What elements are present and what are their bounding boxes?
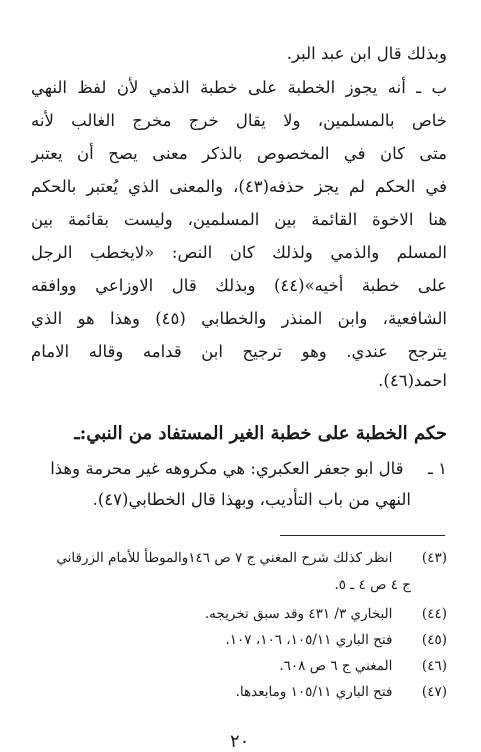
footnote	[27, 603, 447, 625]
list-item	[31, 457, 447, 481]
page-number: ٢٠	[230, 731, 250, 752]
body-line: المسلم والذمي ولذلك كان النص: «لايخطب الرجل	[31, 243, 447, 262]
body-line: ب ـ أنه يجوز الخطبة على خطبة الذمي لأن لفظ النهي	[31, 78, 447, 97]
footnote-number: (٤٤)	[421, 606, 447, 622]
list-item-marker: ١ ـ	[428, 459, 447, 478]
footnote-text: البخاري ٣/ ٤٣١ وقد سبق تخريجه.	[204, 606, 393, 622]
list-item-continuation: النهي من باب التأديب، وبهذا قال الخطابي(٤٧).	[92, 490, 411, 509]
footnote-number: (٤٧)	[421, 684, 447, 700]
footnote-separator	[280, 535, 445, 536]
footnote-text: فتح الباري ١٠٥/١١ ومابعدها.	[235, 684, 393, 700]
body-line: الشافعية، وابن المنذر والخطابي (٤٥) وهذا هو الذي	[31, 309, 447, 328]
body-line: على خطبة أخيه»(٤٤) وبذلك قال الاوزاعي ووافقه	[31, 276, 447, 295]
list-item-text: قال ابو جعفر العكبري: هي مكروهه غير محرمة وهذا	[50, 459, 404, 478]
body-line: متى كان في المخصوص بالذكر معنى يصح أن يعتبر	[31, 144, 447, 163]
body-line: هنا الاخوة القائمة بين المسلمين، وليست بقائمة بين	[31, 210, 447, 229]
footnote-continuation: ج ٤ ص ٤ ـ ٥.	[334, 577, 411, 593]
footnote	[27, 629, 447, 651]
body-line: في الحكم لم يجز حذفه(٤٣)، والمعنى الذي يُعتبر بالحكم	[31, 177, 447, 196]
body-line: وبذلك قال ابن عبد البر.	[286, 44, 447, 63]
body-line: خاص بالمسلمين، ولا يقال خرج مخرج الغالب لأنه	[31, 111, 447, 130]
footnote-text: المغني ج ٦ ص ٦٠٨.	[279, 658, 393, 674]
footnote	[27, 655, 447, 677]
body-line: احمد(٤٦).	[378, 371, 447, 390]
section-heading: حكم الخطبة على خطبة الغير المستفاد من النبي:ـ	[74, 423, 447, 444]
body-line: يترجح عندي. وهو ترجيح ابن قدامه وقاله الامام	[31, 342, 447, 361]
footnote	[27, 681, 447, 703]
footnote-number: (٤٥)	[421, 632, 447, 648]
footnote-text: انظر كذلك شرح المغني ج ٧ ص ١٤٦والموطأ للأمام الزرقاني	[56, 550, 393, 566]
footnote-number: (٤٦)	[421, 658, 447, 674]
footnote-text: فتح الباري ١٠٥/١١، ١٠٦، ١٠٧.	[225, 632, 393, 648]
footnote-number: (٤٣)	[421, 550, 447, 566]
footnote	[27, 547, 447, 569]
